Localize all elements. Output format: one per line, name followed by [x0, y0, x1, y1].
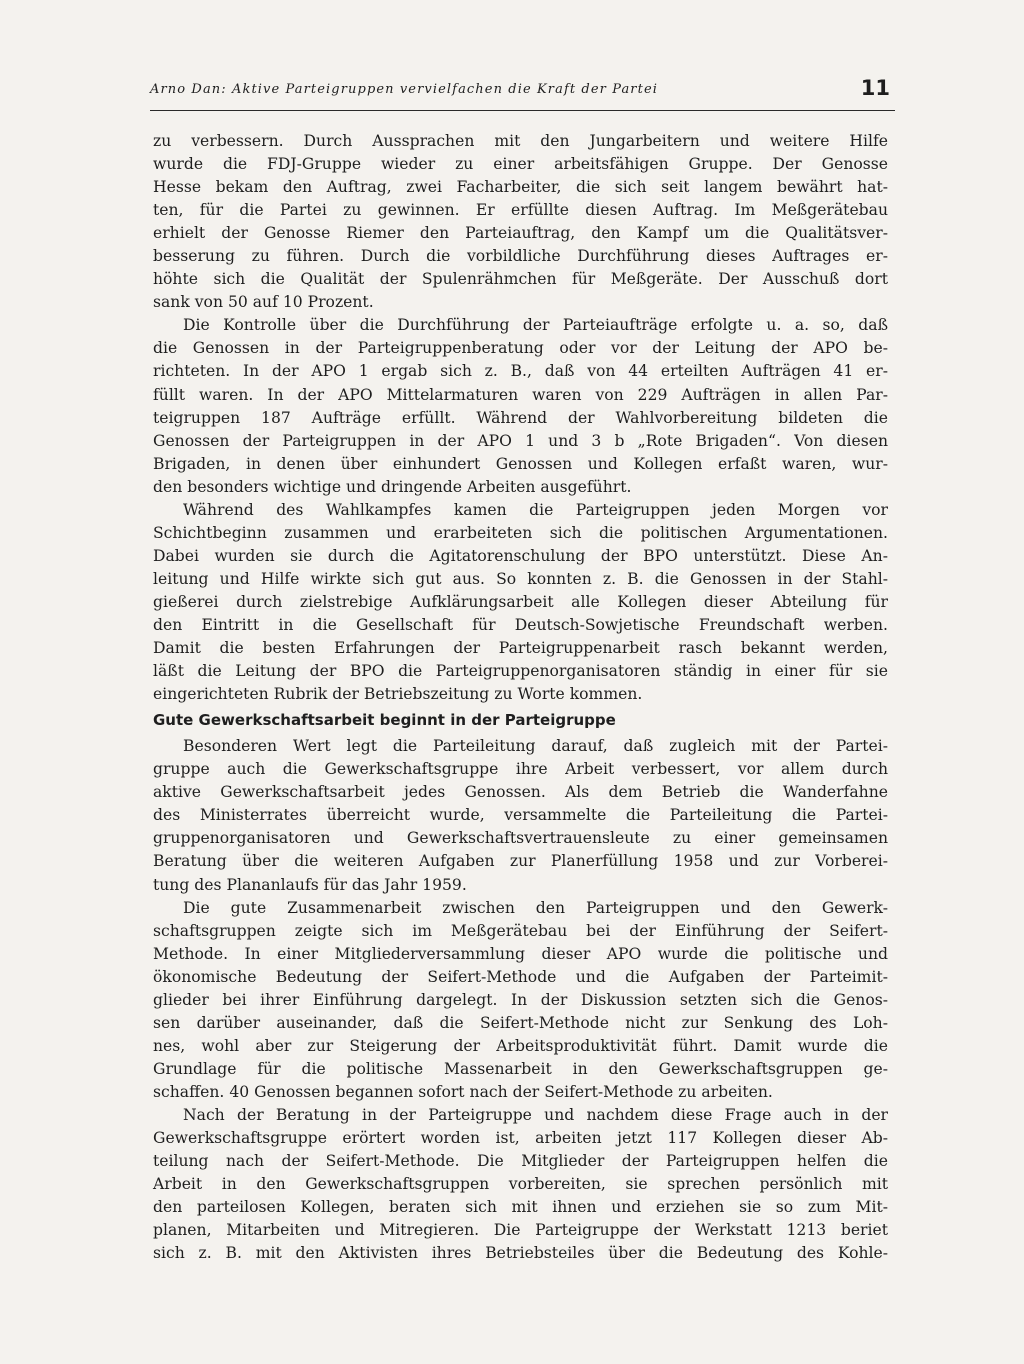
text-line: Besonderen Wert legt die Parteileitung darauf, daß zugleich mit der Partei-: [183, 737, 888, 756]
text-line: gruppenorganisatoren und Gewerkschaftsvertrauensleute zu einer gemeinsamen: [153, 829, 888, 848]
text-line: wurde die FDJ-Gruppe wieder zu einer arbeitsfähigen Gruppe. Der Genosse: [153, 155, 888, 174]
paragraph: [153, 314, 888, 498]
text-line: läßt die Leitung der BPO die Parteigruppenorganisatoren ständig in einer für sie: [153, 662, 888, 681]
text-line: richteten. In der APO 1 ergab sich z. B., daß von 44 erteilten Aufträgen 41 er-: [153, 362, 888, 381]
text-line: erhielt der Genosse Riemer den Parteiauftrag, den Kampf um die Qualitätsver-: [153, 224, 888, 243]
text-line: Beratung über die weiteren Aufgaben zur Planerfüllung 1958 und zur Vorberei-: [153, 852, 888, 871]
page-header: [150, 76, 895, 111]
text-line: die Genossen in der Parteigruppenberatung oder vor der Leitung der APO be-: [153, 339, 888, 358]
text-line: sich z. B. mit den Aktivisten ihres Betriebsteiles über die Bedeutung des Kohle-: [153, 1244, 888, 1263]
text-line: leitung und Hilfe wirkte sich gut aus. So konnten z. B. die Genossen in der Stahl-: [153, 569, 888, 588]
text-line: planen, Mitarbeiten und Mitregieren. Die Parteigruppe der Werkstatt 1213 beriet: [153, 1221, 888, 1240]
text-line: Damit die besten Erfahrungen der Parteigruppenarbeit rasch bekannt werden,: [153, 639, 888, 658]
section-heading: Gute Gewerkschaftsarbeit beginnt in der Parteigruppe: [153, 711, 616, 730]
paragraph: [153, 499, 888, 706]
text-line: Die gute Zusammenarbeit zwischen den Parteigruppen und den Gewerk-: [183, 898, 888, 917]
text-line: Grundlage für die politische Massenarbeit in den Gewerkschaftsgruppen ge-: [153, 1059, 888, 1078]
running-title: Arno Dan: Aktive Parteigruppen vervielfachen die Kraft der Partei: [150, 82, 658, 97]
text-line: Schichtbeginn zusammen und erarbeiteten sich die politischen Argumentationen.: [153, 523, 888, 542]
text-line: Hesse bekam den Auftrag, zwei Facharbeiter, die sich seit langem bewährt hat-: [153, 178, 888, 197]
text-line: nes, wohl aber zur Steigerung der Arbeitsproduktivität führt. Damit wurde die: [153, 1036, 888, 1055]
text-line: teigruppen 187 Aufträge erfüllt. Während der Wahlvorbereitung bildeten die: [153, 408, 888, 427]
text-line: ten, für die Partei zu gewinnen. Er erfüllte diesen Auftrag. Im Meßgerätebau: [153, 201, 888, 220]
text-line: gruppe auch die Gewerkschaftsgruppe ihre Arbeit verbessert, vor allem durch: [153, 760, 888, 779]
text-line: Nach der Beratung in der Parteigruppe und nachdem diese Frage auch in der: [183, 1105, 888, 1124]
text-line: Gewerkschaftsgruppe erörtert worden ist, arbeiten jetzt 117 Kollegen dieser Ab-: [153, 1129, 888, 1148]
page-number: 11: [860, 76, 890, 100]
paragraph: [153, 1104, 888, 1265]
text-line: gießerei durch zielstrebige Aufklärungsarbeit alle Kollegen dieser Abteilung für: [153, 592, 888, 611]
paragraphs-after-heading: [153, 735, 888, 1265]
text-line: Arbeit in den Gewerkschaftsgruppen vorbereiten, sie sprechen persönlich mit: [153, 1175, 888, 1194]
text-line: eingerichteten Rubrik der Betriebszeitung zu Worte kommen.: [153, 685, 643, 704]
body-text: [153, 130, 888, 1265]
text-line: Die Kontrolle über die Durchführung der Parteiaufträge erfolgte u. a. so, daß: [183, 316, 888, 335]
text-line: sank von 50 auf 10 Prozent.: [153, 293, 374, 312]
text-line: des Ministerrates überreicht wurde, versammelte die Parteileitung die Partei-: [153, 806, 888, 825]
text-line: schaftsgruppen zeigte sich im Meßgerätebau bei der Einführung der Seifert-: [153, 921, 888, 940]
paragraph: [153, 897, 888, 1104]
paragraph: [153, 735, 888, 896]
text-line: tung des Plananlaufs für das Jahr 1959.: [153, 875, 467, 894]
text-line: aktive Gewerkschaftsarbeit jedes Genossen. Als dem Betrieb die Wanderfahne: [153, 783, 888, 802]
paragraphs-before-heading: [153, 130, 888, 706]
text-line: teilung nach der Seifert-Methode. Die Mitglieder der Parteigruppen helfen die: [153, 1152, 888, 1171]
text-line: ökonomische Bedeutung der Seifert-Methode und die Aufgaben der Parteimit-: [153, 967, 888, 986]
text-line: sen darüber auseinander, daß die Seifert-Methode nicht zur Senkung des Loh-: [153, 1013, 888, 1032]
text-line: Während des Wahlkampfes kamen die Parteigruppen jeden Morgen vor: [183, 500, 888, 519]
text-line: glieder bei ihrer Einführung dargelegt. In der Diskussion setzten sich die Genos-: [153, 990, 888, 1009]
text-line: Brigaden, in denen über einhundert Genossen und Kollegen erfaßt waren, wur-: [153, 454, 888, 473]
text-line: Dabei wurden sie durch die Agitatorenschulung der BPO unterstützt. Diese An-: [153, 546, 888, 565]
text-line: besserung zu führen. Durch die vorbildliche Durchführung dieses Auftrages er-: [153, 247, 888, 266]
text-line: den parteilosen Kollegen, beraten sich mit ihnen und erziehen sie so zum Mit-: [153, 1198, 888, 1217]
text-line: schaffen. 40 Genossen begannen sofort nach der Seifert-Methode zu arbeiten.: [153, 1082, 773, 1101]
text-line: Methode. In einer Mitgliederversammlung dieser APO wurde die politische und: [153, 944, 888, 963]
text-line: höhte sich die Qualität der Spulenrähmchen für Meßgeräte. Der Ausschuß dort: [153, 270, 888, 289]
text-line: füllt waren. In der APO Mittelarmaturen waren von 229 Aufträgen in allen Par-: [153, 385, 888, 404]
text-line: Genossen der Parteigruppen in der APO 1 und 3 b „Rote Brigaden“. Von diesen: [153, 431, 888, 450]
text-line: zu verbessern. Durch Aussprachen mit den Jungarbeitern und weitere Hilfe: [153, 132, 888, 150]
text-line: den Eintritt in die Gesellschaft für Deutsch-Sowjetische Freundschaft werben.: [153, 615, 888, 634]
paragraph: [153, 130, 888, 314]
text-line: den besonders wichtige und dringende Arbeiten ausgeführt.: [153, 477, 632, 496]
